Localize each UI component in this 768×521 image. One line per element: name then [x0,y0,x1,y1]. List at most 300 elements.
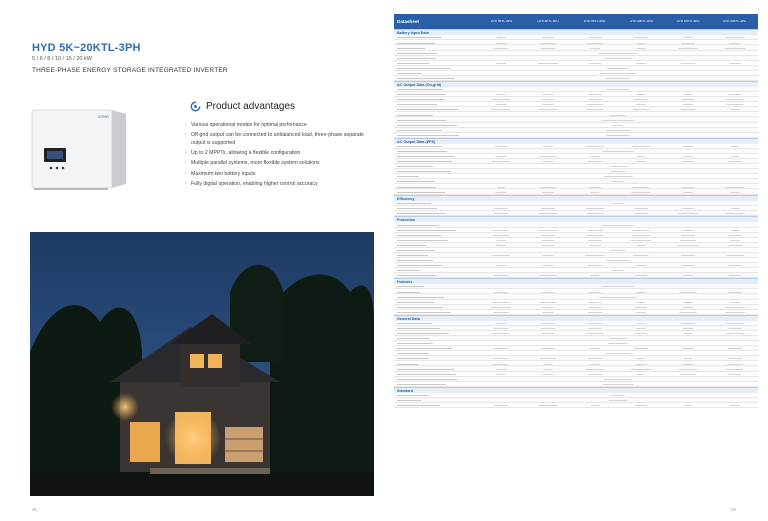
row-value [525,366,572,370]
row-value [478,336,758,340]
row-label [394,35,478,39]
row-value [665,102,712,106]
row-value [711,300,758,304]
row-value [478,144,525,148]
row-value [478,331,525,335]
row-value [525,356,572,360]
house-night-photo [30,232,374,496]
row-value [525,331,572,335]
row-value [525,159,572,163]
row-value [711,189,758,193]
section-header: Efficiency [394,195,758,201]
row-value [711,228,758,232]
row-value [478,174,758,178]
row-value [478,361,525,365]
row-value [571,144,618,148]
model-column-header: HYD 5KTL-3PH [490,18,512,23]
row-value [665,243,712,247]
row-value [478,326,525,330]
row-value [618,184,665,188]
section-header: Standard [394,387,758,393]
row-label [394,56,478,60]
row-label [394,189,478,193]
row-label [394,268,478,272]
row-value [478,382,758,386]
row-value [571,45,618,49]
row-label [394,284,478,288]
row-value [711,97,758,101]
row-value [478,206,525,210]
row-value [665,403,712,407]
row-value [665,92,712,96]
row-value [665,331,712,335]
row-value [571,189,618,193]
row-value [525,189,572,193]
model-column-header: HYD 20KTL-3PH [723,18,747,23]
row-value [711,144,758,148]
right-page [384,0,768,521]
row-value [665,228,712,232]
row-value [665,238,712,242]
row-value [711,366,758,370]
row-value [711,206,758,210]
row-value [478,92,525,96]
row-value [618,346,665,350]
row-value [525,372,572,376]
section-header: Battery Input Data [394,29,758,35]
row-label [394,253,478,257]
row-value [571,372,618,376]
row-value [571,92,618,96]
row-label [394,233,478,237]
row-label [394,45,478,49]
row-label [394,258,478,262]
row-value [571,61,618,65]
row-value [618,35,665,39]
section-header: Protection [394,216,758,222]
row-value [571,321,618,325]
row-value [618,372,665,376]
row-label [394,164,478,168]
row-label [394,61,478,65]
row-value [618,300,665,304]
row-value [478,300,525,304]
row-value [478,201,758,205]
model-column-header: HYD 8KTL-3PH [584,18,606,23]
row-value [711,61,758,65]
list-item: · Off-grid output can be connected to unbalanced load, three-phase separate output is supported [185,132,375,146]
table-row [394,403,758,408]
row-value [478,97,525,101]
row-label [394,310,478,314]
row-value [478,273,525,277]
row-label [394,361,478,365]
row-value [525,154,572,158]
row-label [394,336,478,340]
row-value [525,305,572,309]
row-label [394,128,478,132]
row-value [571,228,618,232]
row-value [665,263,712,267]
row-value [478,66,758,70]
row-value [525,97,572,101]
row-value [478,179,758,183]
row-value [478,169,758,173]
row-label [394,169,478,173]
row-value [478,123,758,127]
row-label [394,300,478,304]
row-value [665,372,712,376]
row-value [665,189,712,193]
section-header: AC Output Data (On-grid) [394,81,758,87]
row-value [618,97,665,101]
row-value [711,92,758,96]
row-value [478,128,758,132]
row-value [571,238,618,242]
row-label [394,154,478,158]
row-value [478,107,525,111]
row-value [711,233,758,237]
row-label [394,273,478,277]
row-value [618,40,665,44]
row-value [711,238,758,242]
row-value [711,263,758,267]
row-value [571,253,618,257]
row-value [571,184,618,188]
row-value [478,61,525,65]
row-value [571,361,618,365]
row-value [525,243,572,247]
row-label [394,71,478,75]
row-value [571,356,618,360]
row-value [618,366,665,370]
row-value [665,159,712,163]
row-value [525,238,572,242]
row-value [571,273,618,277]
row-label [394,248,478,252]
row-value [711,243,758,247]
row-value [665,184,712,188]
row-value [618,361,665,365]
row-label [394,184,478,188]
row-value [571,211,618,215]
row-value [478,56,758,60]
row-value [618,238,665,242]
row-value [525,107,572,111]
row-label [394,238,478,242]
row-value [711,346,758,350]
row-value [711,356,758,360]
row-value [665,321,712,325]
row-value [478,263,525,267]
list-item: · Multiple parallel systems, more flexible system solutions [185,160,375,167]
row-value [618,211,665,215]
row-value [478,398,758,402]
row-value [618,326,665,330]
row-value [711,184,758,188]
row-value [571,305,618,309]
row-value [478,403,525,407]
model-column-header: HYD 10KTL-3PH [629,18,653,23]
row-label [394,403,478,407]
table-header [394,14,758,29]
row-label [394,144,478,148]
row-value [665,107,712,111]
row-value [711,326,758,330]
row-value [478,238,525,242]
row-value [711,372,758,376]
section-header: General Data [394,315,758,321]
row-label [394,294,478,298]
row-value [618,289,665,293]
row-value [478,305,525,309]
row-value [618,356,665,360]
datasheet-table [394,14,758,408]
row-value [618,321,665,325]
row-value [478,35,525,39]
row-value [711,273,758,277]
row-value [571,366,618,370]
row-value [525,61,572,65]
row-value [711,159,758,163]
row-value [571,346,618,350]
row-value [665,154,712,158]
row-value [665,45,712,49]
row-label [394,263,478,267]
row-value [478,253,525,257]
row-value [525,35,572,39]
row-label [394,149,478,153]
row-value [571,243,618,247]
row-value [571,326,618,330]
row-label [394,382,478,386]
row-value [525,361,572,365]
row-label [394,341,478,345]
row-value [618,189,665,193]
row-value [571,263,618,267]
section-header: Features [394,278,758,284]
row-value [665,366,712,370]
page-number-right: 32 [730,507,736,512]
page-number-left: 31 [32,507,38,512]
row-value [525,310,572,314]
row-value [478,268,758,272]
row-value [665,326,712,330]
row-label [394,356,478,360]
row-value [711,289,758,293]
row-value [571,107,618,111]
row-value [571,206,618,210]
row-label [394,133,478,137]
row-value [525,40,572,44]
row-value [525,326,572,330]
row-value [478,159,525,163]
row-label [394,112,478,116]
row-label [394,326,478,330]
row-label [394,117,478,121]
row-value [665,35,712,39]
row-value [665,305,712,309]
model-column-header: HYD 6KTL-3PH [537,18,559,23]
row-value [478,112,758,116]
row-label [394,372,478,376]
row-label [394,102,478,106]
row-value [711,331,758,335]
row-value [618,273,665,277]
row-value [711,253,758,257]
row-value [618,92,665,96]
row-value [618,102,665,106]
row-value [525,45,572,49]
row-value [618,243,665,247]
row-value [618,45,665,49]
row-value [478,321,525,325]
row-value [525,346,572,350]
row-value [478,45,525,49]
row-value [478,40,525,44]
advantages-icon [190,101,201,112]
row-value [525,263,572,267]
row-value [478,377,758,381]
row-value [665,300,712,304]
row-value [711,107,758,111]
row-value [525,144,572,148]
row-value [618,228,665,232]
list-item: · Up to 2 MPPTs, allowing a flexible configuration [185,150,375,157]
row-label [394,206,478,210]
row-value [711,211,758,215]
row-value [571,289,618,293]
row-value [665,361,712,365]
row-label [394,393,478,397]
row-value [711,305,758,309]
row-value [478,366,525,370]
advantages-title: Product advantages [206,101,295,112]
row-value [711,321,758,325]
row-value [525,102,572,106]
row-label [394,76,478,80]
row-label [394,97,478,101]
row-value [665,346,712,350]
row-value [711,361,758,365]
row-value [571,300,618,304]
row-label [394,377,478,381]
row-value [618,206,665,210]
row-value [665,144,712,148]
row-value [525,300,572,304]
row-value [478,117,758,121]
row-value [665,310,712,314]
row-value [711,154,758,158]
row-label [394,92,478,96]
row-value [525,403,572,407]
row-value [618,154,665,158]
row-value [478,133,758,137]
row-value [478,233,525,237]
product-power-range: 5 / 6 / 8 / 10 / 15 / 20 kW [32,56,92,62]
row-value [571,331,618,335]
row-value [478,102,525,106]
row-value [618,310,665,314]
row-value [618,253,665,257]
row-value [618,159,665,163]
row-label [394,331,478,335]
row-value [665,97,712,101]
row-value [478,154,525,158]
row-value [618,233,665,237]
row-value [665,356,712,360]
row-value [525,273,572,277]
row-value [478,294,758,298]
row-value [618,107,665,111]
advantages-list [185,122,375,192]
row-value [618,331,665,335]
row-value [525,92,572,96]
row-value [571,154,618,158]
row-label [394,398,478,402]
row-value [665,40,712,44]
row-value [571,35,618,39]
row-label [394,366,478,370]
row-value [525,228,572,232]
row-value [478,372,525,376]
row-value [478,71,758,75]
row-value [478,51,758,55]
row-label [394,346,478,350]
row-value [665,289,712,293]
row-value [665,253,712,257]
row-value [665,206,712,210]
row-value [478,211,525,215]
row-value [711,403,758,407]
row-label [394,87,478,91]
row-label [394,40,478,44]
row-value [571,159,618,163]
row-label [394,179,478,183]
row-value [478,289,525,293]
product-tagline: THREE-PHASE ENERGY STORAGE INTEGRATED INVERTER [32,67,228,74]
row-label [394,305,478,309]
row-value [525,233,572,237]
row-value [478,149,758,153]
row-label [394,201,478,205]
row-label [394,243,478,247]
row-value [478,284,758,288]
row-value [478,243,525,247]
row-value [618,403,665,407]
row-value [478,76,758,80]
advantages-header [190,101,295,112]
brand-logo: SOFAR [98,115,109,119]
row-value [711,35,758,39]
row-value [571,233,618,237]
row-value [525,211,572,215]
row-label [394,123,478,127]
row-value [571,97,618,101]
inverter-product-image [30,104,130,192]
row-label [394,228,478,232]
row-value [478,393,758,397]
row-value [618,305,665,309]
row-label [394,351,478,355]
row-value [525,253,572,257]
row-value [478,164,758,168]
row-label [394,107,478,111]
row-value [478,310,525,314]
row-value [711,40,758,44]
row-label [394,51,478,55]
row-value [478,184,525,188]
